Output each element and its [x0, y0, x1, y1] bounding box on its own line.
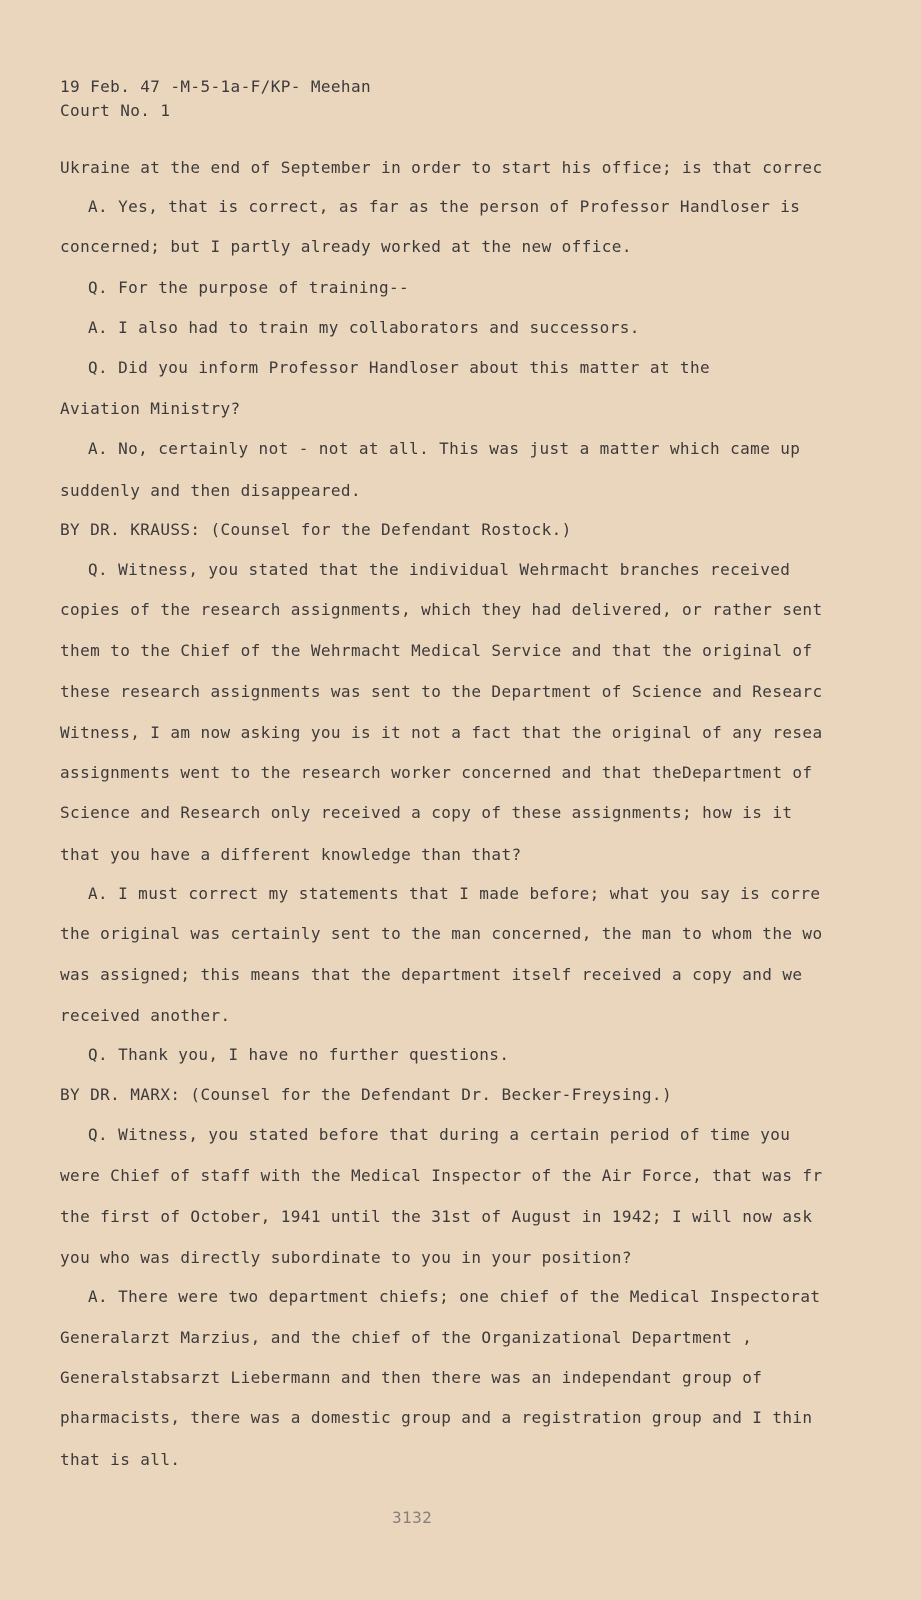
- body-line: the first of October, 1941 until the 31st of August in 1942; I will now ask: [60, 1207, 813, 1226]
- body-line: A. No, certainly not - not at all. This was just a matter which came up: [88, 439, 801, 458]
- body-line: Witness, I am now asking you is it not a fact that the original of any resea: [60, 723, 823, 742]
- body-line: suddenly and then disappeared.: [60, 481, 361, 500]
- body-line: Ukraine at the end of September in order to start his office; is that correc: [60, 158, 823, 177]
- body-line: Science and Research only received a copy of these assignments; how is it: [60, 803, 793, 822]
- body-line: Q. Witness, you stated before that during a certain period of time you: [88, 1125, 791, 1144]
- speaker-heading: BY DR. MARX: (Counsel for the Defendant Dr. Becker-Freysing.): [60, 1085, 673, 1104]
- body-line: Q. Thank you, I have no further questions.: [88, 1045, 510, 1064]
- body-line: were Chief of staff with the Medical Inspector of the Air Force, that was fr: [60, 1166, 823, 1185]
- body-line: concerned; but I partly already worked at the new office.: [60, 237, 632, 256]
- body-line: the original was certainly sent to the man concerned, the man to whom the wo: [60, 924, 823, 943]
- header-date-line: 19 Feb. 47 -M-5-1a-F/KP- Meehan: [60, 77, 372, 96]
- page-number: 3132: [392, 1508, 433, 1527]
- body-line: Aviation Ministry?: [60, 399, 241, 418]
- body-line: Generalstabsarzt Liebermann and then there was an independant group of: [60, 1368, 763, 1387]
- body-line: them to the Chief of the Wehrmacht Medical Service and that the original of: [60, 641, 813, 660]
- body-line: Q. Witness, you stated that the individual Wehrmacht branches received: [88, 560, 791, 579]
- body-line: you who was directly subordinate to you in your position?: [60, 1248, 632, 1267]
- body-line: these research assignments was sent to the Department of Science and Researc: [60, 682, 823, 701]
- body-line: that you have a different knowledge than that?: [60, 845, 522, 864]
- body-line: A. I also had to train my collaborators and successors.: [88, 318, 640, 337]
- body-line: copies of the research assignments, which they had delivered, or rather sent: [60, 600, 823, 619]
- header-court-line: Court No. 1: [60, 101, 171, 120]
- body-line: was assigned; this means that the department itself received a copy and we: [60, 965, 803, 984]
- body-line: Generalarzt Marzius, and the chief of the Organizational Department ,: [60, 1328, 753, 1347]
- body-line: pharmacists, there was a domestic group and a registration group and I thin: [60, 1408, 813, 1427]
- body-line: that is all.: [60, 1450, 181, 1469]
- body-line: A. Yes, that is correct, as far as the person of Professor Handloser is: [88, 197, 801, 216]
- speaker-heading: BY DR. KRAUSS: (Counsel for the Defendant Rostock.): [60, 520, 572, 539]
- body-line: A. There were two department chiefs; one chief of the Medical Inspectorat: [88, 1287, 821, 1306]
- body-line: Q. For the purpose of training--: [88, 278, 410, 297]
- body-line: Q. Did you inform Professor Handloser about this matter at the: [88, 358, 711, 377]
- body-line: assignments went to the research worker concerned and that theDepartment of: [60, 763, 813, 782]
- body-line: A. I must correct my statements that I made before; what you say is corre: [88, 884, 821, 903]
- body-line: received another.: [60, 1006, 231, 1025]
